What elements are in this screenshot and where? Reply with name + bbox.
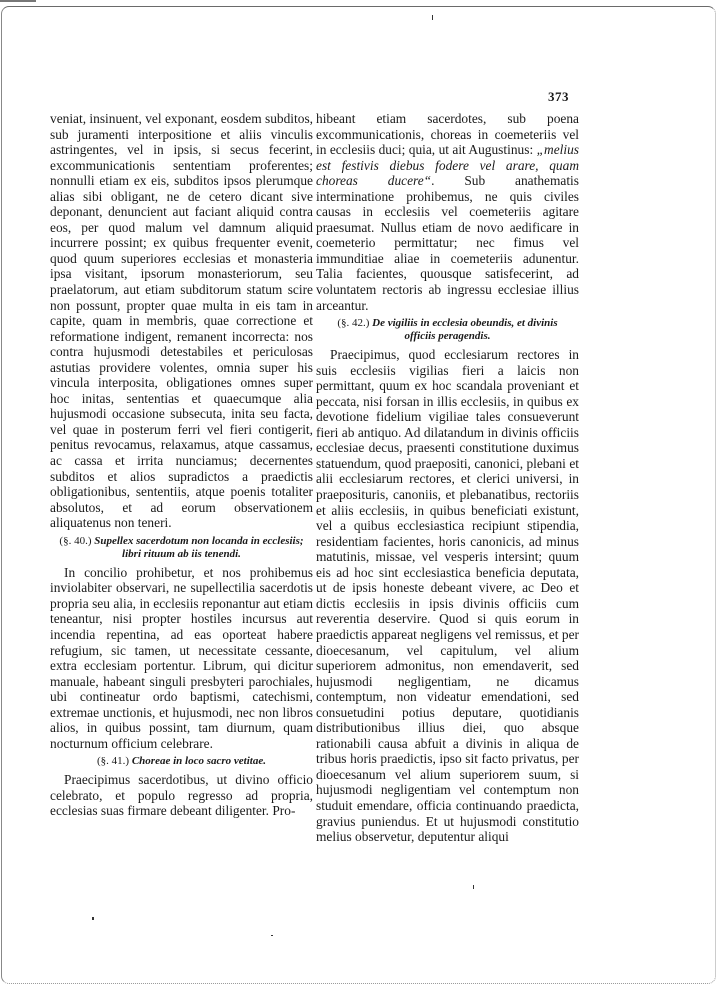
right-column xyxy=(316,111,579,845)
scan-speck xyxy=(271,935,273,936)
section-title-line1: De vigiliis in ecclesia obeundis, et divinis xyxy=(372,317,558,330)
augustine-quote: „melius est festivis diebus fodere vel arare, quam choreas ducere“ xyxy=(316,142,579,189)
scan-speck xyxy=(92,917,94,920)
section-heading-41 xyxy=(50,755,313,768)
paragraph-text: hibeant etiam sacerdotes, sub poena excommunicationis, choreas in coemeteriis vel in ecclesiis duci; quia, ut ait Augustinus: xyxy=(316,111,579,158)
page-corner-mark xyxy=(0,0,36,6)
left-column xyxy=(50,111,313,819)
section-title: Choreae in loco sacro vetitae. xyxy=(131,755,266,768)
section-title-line2: officiis peragendis. xyxy=(404,330,491,343)
paragraph-42: Praecipimus, quod ecclesiarum rectores in suis ecclesiis vigilias fieri a laicis non permittant, quum ex hoc scandala proveniant et peccata, nisi forsan in illis ecclesiis, in quibus ex devotione fidelium vigiliae tales consueverunt fieri ab antiquo. Ad dilatandum in divinis officiis ecclesiae decus, praesenti constitutione duximus statuendum, quod praepositi, canonici, plebani et alii ecclesiarum rectores, et clerici universi, in praeposituris, canoniis, et plebanatibus, rectoriis et aliis ecclesiis, in quibus beneficiati existunt, vel a quibus ecclesiastica recipiunt stipendia, residentiam facientes, horis canonicis, ad minus matutinis, missae, vel vesperis intersint; quum eis ad hoc sint ecclesiastica beneficia deputata, ut de ipsis honeste debeant vivere, ac Deo et dictis ecclesiis in ipsis divinis officiis cum reverentia deservire. Quod si quis eorum in praedictis appareat negligens vel remissus, et per dioecesanum, vel capitulum, vel alium superiorem admonitus, non emendaverit, sed hujusmodi negligentiam, ne dicamus contemptum, non videatur emendationi, sed consuetudini potius deputare, quotidianis distributionibus illius diei, quo absque rationabili causa abfuit a divinis in aliqua de tribus horis praedictis, ipso sit facto privatus, per dioecesanum vel alium superiorem suum, si hujusmodi negligentiam vel contemptum non studuit emendare, officia continuando praedicta, gravius puniendus. Et ut hujusmodi constitutio melius observetur, deputentur aliqui xyxy=(316,347,579,845)
page-number: 373 xyxy=(548,89,569,104)
scan-speck xyxy=(432,15,433,20)
section-heading-40 xyxy=(50,535,313,561)
section-number: (§. 40.) xyxy=(59,534,92,547)
section-number: (§. 42.) xyxy=(337,317,370,330)
paragraph-41: Praecipimus sacerdotibus, ut divino officio celebrato, et populo regresso ad propria, ecclesias suas firmare debeant diligenter. Pro- xyxy=(50,772,313,819)
paragraph-text: . Sub anathematis interminatione prohibemus, ne quis civiles causas in ecclesiis vel coemeteriis agitare praesumat. Nullus etiam de novo aedificare in coemeterio permittatur; nec fimus vel immunditiae aliae in coemeteriis adunentur. Talia facientes, quousque satisfecerint, ad voluntatem rectoris ab ingressu ecclesiae illius arceantur. xyxy=(316,173,579,313)
paragraph-continuation: veniat, insinuent, vel exponant, eosdem subditos, sub juramenti interpositione et aliis vinculis astringentes, vel in ipsis, si secus fecerint, excommunicationis sententiam proferentes; nonnulli etiam ex eis, subditos ipsos plerumque alias sibi obligant, ne de cetero dicant sive deponant, denuncient aut faciant aliquid contra eos, per quod malum vel damnum aliquid incurrere possint; ex quibus frequenter evenit, quod quum superiores ecclesias et monasteria ipsa visitant, ipsorum monasteriorum, seu praelatorum, aut etiam subditorum statum scire non possunt, propter quae multa in eis tam in capite, quam in membris, quae correctione et reformatione indigent, remanent incorrecta: nos contra hujusmodi detestabiles et periculosas astutias providere volentes, omnia super his vincula interposita, obligationes omnes super hoc initas, sententias et quaecumque alia hujusmodi occasione subsecuta, inita seu facta, vel quae in posterum ferri vel fieri contigerit, penitus revocamus, relaxamus, atque cassamus, ac cassa et irrita nunciamus; decernentes subditos et alios supradictos a praedictis obligationibus, sententiis, atque poenis totaliter absolutos, et ad eorum observationem aliquatenus non teneri. xyxy=(50,111,313,531)
paragraph-41-continuation xyxy=(316,111,579,313)
section-title-line2: libri rituum ab iis tenendi. xyxy=(122,547,241,560)
scan-speck xyxy=(473,885,474,889)
section-number: (§. 41.) xyxy=(97,755,130,768)
section-heading-42 xyxy=(316,317,579,343)
paragraph-40: In concilio prohibetur, et nos prohibemus inviolabiter observari, ne supellectilia sacerdotis propria seu alia, in ecclesiis reponantur aut etiam teneantur, nisi propter hostiles incursus aut incendia repentina, ad eas oporteat habere refugium, sic tamen, ut necessitate cessante, extra ecclesiam portentur. Librum, qui dicitur manuale, habeant singuli presbyteri parochiales, ubi contineatur ordo baptismi, catechismi, extremae unctionis, et hujusmodi, nec non libros alios, in quibus possint, tam diurnum, quam nocturnum officium celebrare. xyxy=(50,564,313,751)
section-title-line1: Supellex sacerdotum non locanda in ecclesiis; xyxy=(94,534,304,547)
